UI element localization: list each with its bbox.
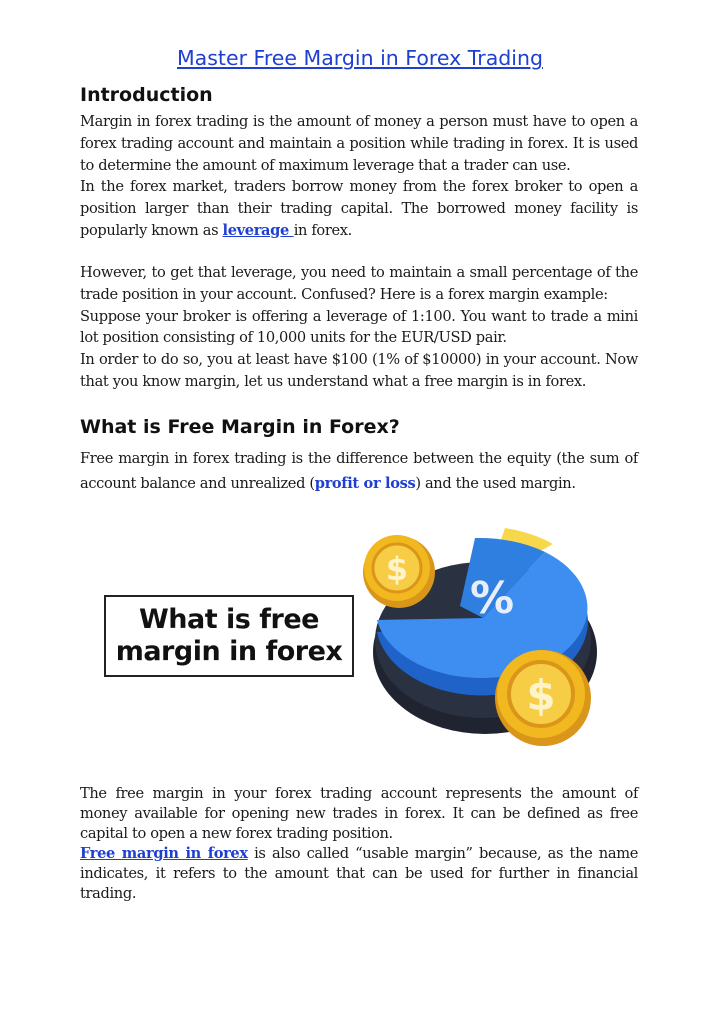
svg-text:$: $ — [526, 671, 556, 720]
what-is-free-margin-graphic: What is free margin in forex — [104, 595, 354, 677]
profit-or-loss-link[interactable]: profit or loss — [314, 475, 416, 492]
free-margin-in-forex-link[interactable]: Free margin in forex — [80, 845, 248, 862]
closing-paragraph: The free margin in your forex trading account represents the amount of money available for opening new trades in forex. It can be defined as free capital to open a new forex trading position. Free margin in forex is also called “usable margin” because, as the name indicates, it refers to the amount that can be used for further in financial trading. — [80, 785, 638, 902]
coin-top-icon — [363, 535, 435, 608]
intro-paragraph-2: In the forex market, traders borrow money from the forex broker to open a position larger than their trading capital. The borrowed money facility is popularly known as leverage in forex. — [80, 178, 638, 239]
coin-bottom-icon — [495, 650, 591, 746]
svg-text:$: $ — [385, 550, 409, 588]
introduction-heading: Introduction — [80, 84, 213, 106]
pie-chart-coins-illustration — [355, 520, 605, 755]
free-margin-definition: Free margin in forex trading is the difference between the equity (the sum of account balance and unrealized (profit or loss) and the used margin. — [80, 450, 638, 492]
intro-paragraph-3: However, to get that leverage, you need to maintain a small percentage of the trade position in your account. Confused? Here is a forex margin example: Suppose your broker is offering a leverage of 1:100. You want to trade a mini lot position consisting of 10,000 units for the EUR/USD pair. In order to do so, you at least have $100 (1% of $10000) in your account. Now that you know margin, let us understand what a free margin is in forex. — [80, 264, 638, 390]
intro-paragraph-1: Margin in forex trading is the amount of money a person must have to open a forex trading account and maintain a position while trading in forex. It is used to determine the amount of maximum leverage that a trader can use. — [80, 113, 638, 174]
free-margin-heading: What is Free Margin in Forex? — [80, 416, 400, 438]
leverage-link[interactable]: leverage — [222, 221, 294, 239]
page-title: Master Free Margin in Forex Trading — [177, 46, 543, 70]
percent-icon: % — [469, 573, 515, 624]
